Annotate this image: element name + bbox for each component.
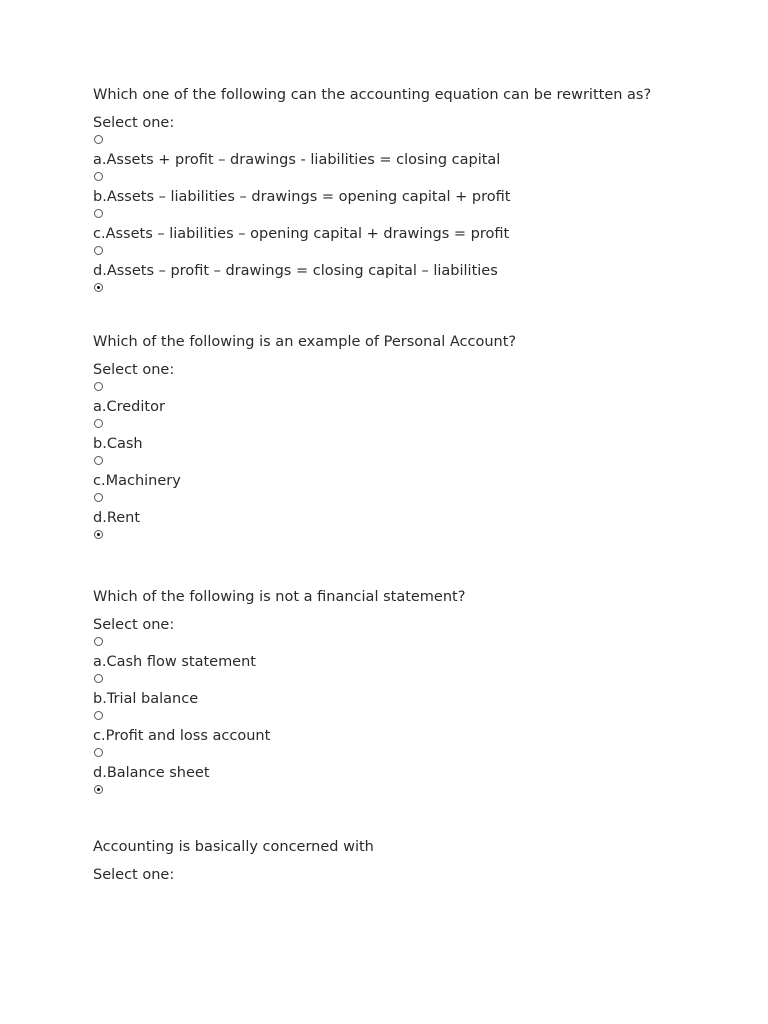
question-1 [93,87,673,292]
option-label: b.Cash [93,436,143,452]
option-label: d.Balance sheet [93,765,210,781]
quiz-page [93,87,673,884]
option-a[interactable] [93,135,673,169]
radio-button[interactable] [94,748,103,757]
radio-button[interactable] [94,135,103,144]
option-label: a.Assets + profit – drawings - liabilities = closing capital [93,152,501,168]
option-label: a.Creditor [93,399,165,415]
option-label: d.Rent [93,510,141,526]
option-label: a.Cash flow statement [93,654,256,670]
radio-button[interactable] [94,456,103,465]
option-b[interactable] [93,172,673,206]
question-2 [93,334,673,539]
option-c[interactable] [93,711,673,745]
radio-button[interactable] [94,209,103,218]
option-label: b.Trial balance [93,691,199,707]
option-label: b.Assets – liabilities – drawings = opening capital + profit [93,189,511,205]
option-c[interactable] [93,456,673,490]
radio-button[interactable] [94,637,103,646]
option-d[interactable] [93,246,673,280]
option-label: c.Machinery [93,473,181,489]
option-a[interactable] [93,382,673,416]
radio-button[interactable] [94,172,103,181]
option-label: c.Profit and loss account [93,728,271,744]
option-d[interactable] [93,493,673,527]
question-text: Which of the following is not a financial statement? [93,589,466,605]
question-text: Which of the following is an example of Personal Account? [93,334,517,350]
radio-button[interactable] [94,246,103,255]
option-a[interactable] [93,637,673,671]
question-3 [93,589,673,794]
option-c[interactable] [93,209,673,243]
select-one-prompt: Select one: [93,115,175,131]
radio-button[interactable] [94,674,103,683]
radio-button-selected[interactable] [94,785,103,794]
radio-button-selected[interactable] [94,530,103,539]
option-b[interactable] [93,419,673,453]
option-label: d.Assets – profit – drawings = closing capital – liabilities [93,263,498,279]
radio-button[interactable] [94,493,103,502]
option-b[interactable] [93,674,673,708]
select-one-prompt: Select one: [93,867,175,883]
option-d[interactable] [93,748,673,782]
radio-button[interactable] [94,419,103,428]
question-text: Accounting is basically concerned with [93,839,374,855]
select-one-prompt: Select one: [93,362,175,378]
option-label: c.Assets – liabilities – opening capital + drawings = profit [93,226,510,242]
radio-button[interactable] [94,382,103,391]
question-text: Which one of the following can the accounting equation can be rewritten as? [93,87,652,103]
radio-button[interactable] [94,711,103,720]
radio-button-selected[interactable] [94,283,103,292]
question-4 [93,839,673,884]
select-one-prompt: Select one: [93,617,175,633]
